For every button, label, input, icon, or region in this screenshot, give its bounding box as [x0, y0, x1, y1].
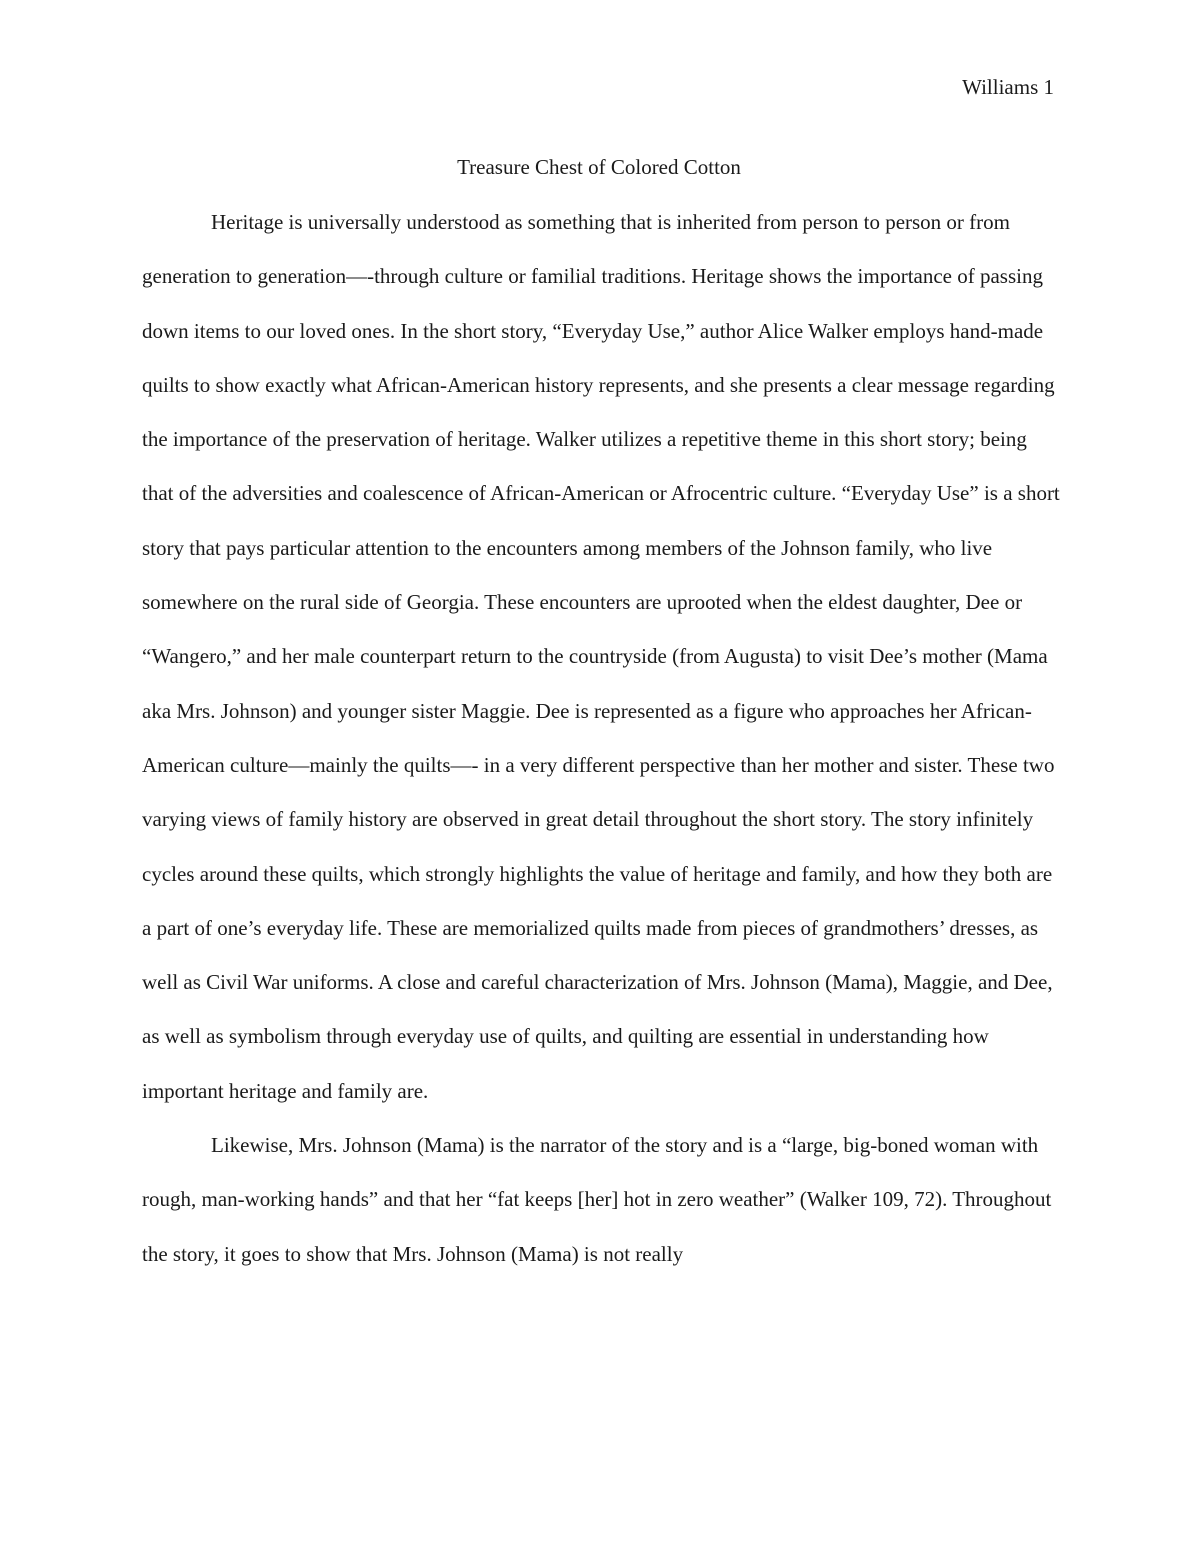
- essay-body: [142, 195, 1060, 1281]
- paragraph: Heritage is universally understood as something that is inherited from person to person or from generation to generation—-through culture or familial traditions. Heritage shows the importance of passing down items to our loved ones. In the short story, “Everyday Use,” author Alice Walker employs hand-made quilts to show exactly what African-American history represents, and she presents a clear message regarding the importance of the preservation of heritage. Walker utilizes a repetitive theme in this short story; being that of the adversities and coalescence of African-American or Afrocentric culture. “Everyday Use” is a short story that pays particular attention to the encounters among members of the Johnson family, who live somewhere on the rural side of Georgia. These encounters are uprooted when the eldest daughter, Dee or “Wangero,” and her male counterpart return to the countryside (from Augusta) to visit Dee’s mother (Mama aka Mrs. Johnson) and younger sister Maggie. Dee is represented as a figure who approaches her African-American culture—mainly the quilts—- in a very different perspective than her mother and sister. These two varying views of family history are observed in great detail throughout the short story. The story infinitely cycles around these quilts, which strongly highlights the value of heritage and family, and how they both are a part of one’s everyday life. These are memorialized quilts made from pieces of grandmothers’ dresses, as well as Civil War uniforms. A close and careful characterization of Mrs. Johnson (Mama), Maggie, and Dee, as well as symbolism through everyday use of quilts, and quilting are essential in understanding how important heritage and family are.: [142, 210, 1060, 1103]
- essay-title: Treasure Chest of Colored Cotton: [457, 155, 741, 179]
- paragraph: Likewise, Mrs. Johnson (Mama) is the narrator of the story and is a “large, big-boned woman with rough, man-working hands” and that her “fat keeps [her] hot in zero weather” (Walker 109, 72). Throughout the story, it goes to show that Mrs. Johnson (Mama) is not really: [142, 1133, 1052, 1266]
- running-head: Williams 1: [962, 75, 1054, 99]
